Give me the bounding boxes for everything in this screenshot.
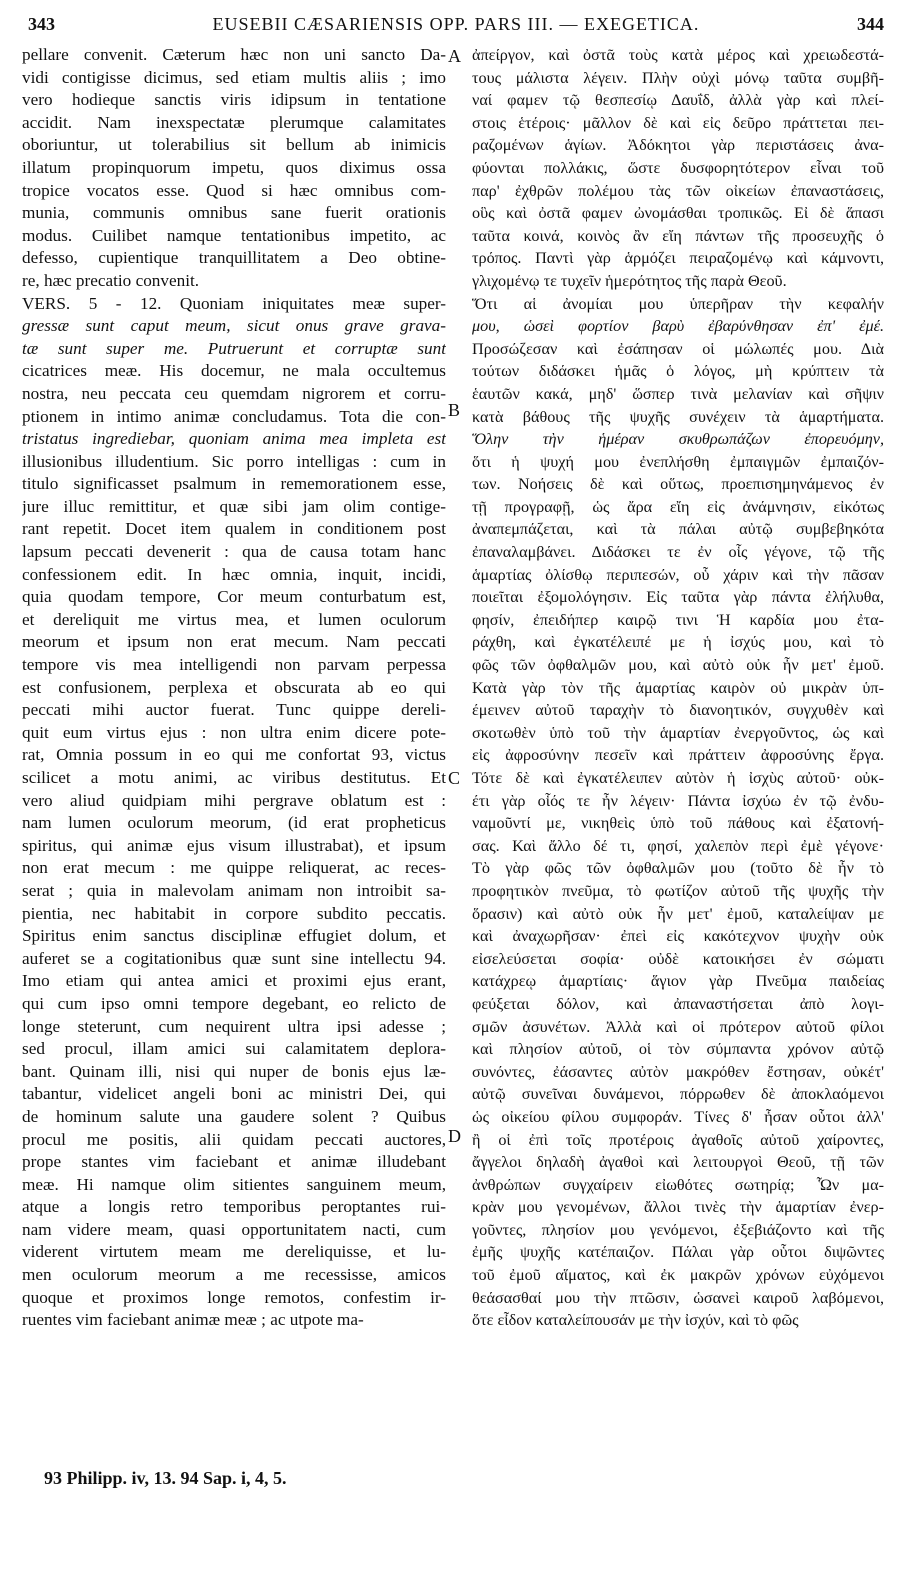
greek-text-line: ἢ οἱ ἐπὶ τοῖς προτέροις ἀγαθοῖς αὐτοῦ χαίροντες, <box>472 1130 884 1149</box>
latin-text-line: tristatus ingrediebar, quoniam anima mea impleta est <box>22 429 446 449</box>
latin-column <box>22 44 446 1332</box>
greek-text-line: Κατὰ γὰρ τὸν τῆς ἁμαρτίας καιρὸν οὐ μικρὰν ὑπ- <box>472 678 884 697</box>
greek-text-line: Τὸ γὰρ φῶς τῶν ὀφθαλμῶν μου (τοῦτο δὲ ἦν τὸ <box>472 859 884 878</box>
greek-text-line: ποιεῖται ἐξομολόγησιν. Εἰς ταῦτα γὰρ πάντα ἐλήλυθα, <box>472 588 884 607</box>
latin-text-line: tempore vis mea intelligendi non parvam perpessa <box>22 655 446 675</box>
greek-text-line: έμεινεν αὐτοῦ ταραχὴν τὸ διανοητικόν, συγχυθὲν καὶ <box>472 701 884 720</box>
greek-text-line: οὓς καὶ ὀστᾶ φαμεν ὠνομάσθαι τροπικῶς. Εἰ δὲ ἅπασι <box>472 204 884 223</box>
greek-text-line: φῶς τῶν ὀφθαλμῶν μου, καὶ αὐτὸ οὐκ ἦν μετ' ἐμοῦ. <box>472 656 884 675</box>
latin-text-line: illatum propinquorum impetu, quos diximus ossa <box>22 157 446 177</box>
greek-text-line: αὐτῷ συνεῖναι δυνάμενοι, πόρρωθεν δὲ ἀποκλαόμενοι <box>472 1085 884 1104</box>
latin-text-line: quit eum virtus ejus : non ultra enim dicere pote- <box>22 722 446 742</box>
greek-text-line: έτι γὰρ οἷός τε ἦν λέγειν· Πάντα ἰσχύω ἐν τῷ ἐνδυ- <box>472 791 884 810</box>
greek-text-line: τοῦ ἐμοῦ αἵματος, καὶ ἐκ μακρῶν χρόνων εὐχόμενοι <box>472 1266 884 1285</box>
latin-text-line: illusionibus illudentium. Sic porro intelligas : cum in <box>22 451 446 471</box>
greek-text-line: ἁμαρτίας ὀλίσθῳ περιπεσών, οὗ χάριν καὶ τὴν πᾶσαν <box>472 565 884 584</box>
greek-text-line: φύονται πολλάκις, ὥστε δυσφορητότερον εἶναι τοῦ <box>472 158 884 177</box>
latin-text-line: Spiritus enim sanctus disciplinæ effugiet dolum, et <box>22 926 446 946</box>
latin-text-line: ruentes vim faciebant animæ meæ ; ac utpote ma- <box>22 1310 364 1330</box>
latin-text-line: nam videre meam, quasi opportunitatem nacti, cum <box>22 1219 446 1239</box>
latin-text-line: gressæ sunt caput meum, sicut onus grave grava- <box>22 316 446 336</box>
greek-text-line: σκοτωθὲν ὑπὸ τοῦ τὴν ἁμαρτίαν ἐνεργοῦντος, ὡς καὶ <box>472 723 884 742</box>
greek-text-line: καὶ πλησίον αὐτοῦ, οἱ τὸν σύμπαντα χρόνον αὐτῷ <box>472 1040 884 1059</box>
greek-text-line: Ὅτι αἱ ἀνομίαι μου ὑπερῆραν τὴν κεφαλήν <box>472 294 884 313</box>
margin-marker-a: A <box>448 46 461 66</box>
latin-text-line: re, hæc precatio convenit. <box>22 270 200 290</box>
latin-text-line: qui cum ipso omni tempore degebant, eo relicto de <box>22 993 446 1013</box>
latin-text-line: accidit. Nam inexspectatæ plerumque calamitates <box>22 112 446 132</box>
greek-text-line: ναμοῦντί με, νικηθεὶς ὑπὸ τοῦ πάθους καὶ ἐξατονή- <box>472 814 884 833</box>
latin-text-line: de hominum salute una gaudere solent ? Quibus <box>22 1106 446 1126</box>
greek-text-line: γοῦντες, πλησίον μου γενόμενοι, ἐξεβιάζοντο καὶ τῆς <box>472 1220 884 1239</box>
greek-text-line: στοις ἑτέροις· μᾶλλον δὲ καὶ εἰς δεῦρο πράττεται πει- <box>472 113 884 132</box>
greek-text-line: ταῦτα κοινά, κοινὸς ἂν εἴη πάντων τῆς προσευχῆς ὁ <box>472 226 884 245</box>
latin-text-line: rant repetit. Docet item qualem in conditionem post <box>22 519 446 539</box>
greek-text-line: γλιχομένῳ τε τυχεῖν ἡμερότητος τῆς παρὰ Θεοῦ. <box>472 271 787 290</box>
latin-text-line: meæ. Hi namque olim sitientes sanguinem meum, <box>22 1174 446 1194</box>
latin-text-line: peccati mihi auctor fuerat. Tunc quippe dereli- <box>22 700 446 720</box>
greek-text-line: φεύξεται δόλον, καὶ ἀπαναστήσεται ἀπὸ λογι- <box>472 994 884 1013</box>
latin-text-line: defesso, cupientique tranquillitatem a Deo obtine- <box>22 248 446 268</box>
greek-text-line: συνόντες, ἐάσαντες αὐτὸν μακρόθεν ἔστησαν, οὐκέτ' <box>472 1062 884 1081</box>
greek-text-line: των. Νοήσεις δὲ καὶ οὕτως, προεπισημηνάμενος ἐν <box>472 475 884 494</box>
greek-text-line: ὅρασιν) καὶ αὐτὸ οὐκ ἦν μετ' ἐμοῦ, καταλείψαν με <box>472 904 884 923</box>
margin-marker-c: C <box>448 768 461 788</box>
greek-text-line: Τότε δὲ καὶ ἐγκατέλειπεν αὐτὸν ἡ ἰσχὺς αὐτοῦ· οὐκ- <box>472 769 884 787</box>
latin-text-line: vero aliud quidpiam mihi pergrave oblatum est : <box>22 790 446 810</box>
greek-text-line: ἄγγελοι δηλαδὴ ἀγαθοὶ καὶ λειτουργοὶ Θεοῦ, τῇ τῶν <box>472 1153 884 1172</box>
greek-text-line: φησίν, ἐπειδήπερ καιρῷ τινι Ἡ καρδία μου ἐτα- <box>472 610 884 629</box>
latin-text-line: est confusionem, perplexa et obscurata ab eo qui <box>22 677 446 697</box>
margin-marker-d: D <box>448 1126 461 1146</box>
greek-text-line: ράχθη, καὶ ἐγκατέλειπέ με ἡ ἰσχύς μου, καὶ τὸ <box>472 633 884 652</box>
greek-text-line: κρὰν μου γενομένων, ἄλλοι τινὲς τὴν ἁμαρτίαν ἐνερ- <box>472 1198 884 1217</box>
margin-marker-b: B <box>448 400 461 420</box>
latin-text-line: oboriuntur, ut tolerabilius sit bellum ab inimicis <box>22 135 446 155</box>
greek-text-line: ναί φαμεν τῷ θεσπεσίῳ Δαυΐδ, ἀλλὰ γὰρ καὶ πλεί- <box>472 91 884 110</box>
greek-text-line: καὶ ἀναχωρῆσαν· ἐπεὶ εἰς κακότεχνον ψυχὴν οὐκ <box>472 927 884 946</box>
latin-text-line: meorum et ipsum non erat mecum. Nam peccati <box>22 632 446 652</box>
latin-text-line: et dereliquit me virtus mea, et lumen oculorum <box>22 609 446 629</box>
greek-text-line: προφητικὸν πνεῦμα, τὸ φωτίζον αὐτοῦ τῆς ψυχῆς τὴν <box>472 881 884 900</box>
latin-text-line: rat, Omnia possum in eo qui me confortat 93, victus <box>22 745 446 765</box>
latin-text-line: quoque et proximos longe remotos, confestim ir- <box>22 1287 446 1307</box>
greek-text-line: εἰσελεύσεται σοφία· οὐδὲ κατοικήσει ἐν σώματι <box>472 949 884 968</box>
latin-text-line: viderent virtutem meam me dereliquisse, et lu- <box>22 1242 446 1262</box>
greek-text-line: θεάσασθαί μου τὴν πτῶσιν, ὡσανεὶ καιροῦ λαβόμενοι, <box>472 1288 884 1307</box>
page-number-left: 343 <box>28 14 55 34</box>
greek-text-line: μου, ὡσεὶ φορτίον βαρὺ ἐβαρύνθησαν ἐπ' ἐμέ. <box>472 317 884 336</box>
latin-text-line: confessionem edit. In hæc omnia, inquit, incidi, <box>22 564 446 584</box>
greek-text-line: ἐμῆς ψυχῆς κατέπαιζον. Πάλαι γὰρ οὗτοι διψῶντες <box>472 1243 884 1262</box>
greek-text-line: κατάχρεῳ ἁμαρτίαις· ἅγιον γὰρ Πνεῦμα παιδείας <box>472 972 884 991</box>
greek-text-line: εἰς ἀφροσύνην πεσεῖν καὶ πράττειν ἀφροσύνης ἔργα. <box>472 746 884 765</box>
latin-text-line: titulo significasset psalmum in rememorationem esse, <box>22 474 446 494</box>
greek-text-line: ραζομένων ἁγίων. Ἀδόκητοι γὰρ περιστάσεις ἀνα- <box>472 136 884 155</box>
greek-text-line: σμῶν ἀσυνέτων. Ἀλλὰ καὶ οἱ πρότερον αὐτοῦ φίλοι <box>472 1017 884 1036</box>
latin-text-line: sed procul, illam amici sui calamitatem deplora- <box>22 1039 446 1059</box>
latin-text-line: nostra, neu peccata ceu quemdam nigrorem et corru- <box>22 383 446 403</box>
latin-text-line: longe steterunt, cum nequirent ultra ipsi adesse ; <box>22 1016 446 1036</box>
latin-text-line: prope stantes vim faciebant et animæ illudebant <box>22 1152 446 1172</box>
latin-text-line: serat ; quia in malevolam animam non introibit sa- <box>22 880 446 900</box>
greek-text-line: τῇ προγραφῇ, ὡς ἄρα εἴη εἰς ἀνάμνησιν, εἰκότως <box>472 497 884 516</box>
latin-text-line: atque a longis retro temporibus peroptantes rui- <box>22 1197 446 1217</box>
latin-text-line: scilicet a motu animi, ac viribus destitutus. Et <box>22 768 446 787</box>
greek-text-line: ἀπείργον, καὶ ὀστᾶ τοὺς κατὰ μέρος καὶ χρειωδεστά- <box>472 46 884 64</box>
greek-text-line: Προσώζεσαν καὶ ἐσάπησαν οἱ μώλωπές μου. Διὰ <box>472 339 884 358</box>
latin-text-line: ptionem in intimo animæ concludamus. Tota die con- <box>22 406 446 426</box>
footnotes: 93 Philipp. iv, 13. 94 Sap. i, 4, 5. <box>44 1468 287 1488</box>
latin-text-line: tropice vocatos esse. Quod si hæc omnibus com- <box>22 180 446 200</box>
greek-text-line: ἐπαναλαμβάνει. Διδάσκει τε ἐν οἷς γέγονε, τῷ τῆς <box>472 543 884 562</box>
latin-text-line: pellare convenit. Cæterum hæc non uni sancto Da- <box>22 45 446 64</box>
greek-text-line: ὅτε εἶδον καταλείπουσάν με τὴν ἰσχύν, καὶ τὸ φῶς <box>472 1311 799 1330</box>
latin-text-line: lapsum peccati devenerit : qua de causa totam hanc <box>22 542 446 562</box>
latin-text-line: auferet se a cogitationibus quæ sunt sine intellectu 94. <box>22 948 446 968</box>
latin-text-line: tæ sunt super me. Putruerunt et corruptæ sunt <box>22 338 446 358</box>
page-header <box>28 14 884 40</box>
page-number-right: 344 <box>857 14 884 34</box>
greek-text-line: τούτων διδάσκει ἡμᾶς ὁ λόγος, μὴ κρύπτειν τὰ <box>472 362 884 381</box>
latin-text-line: vero hodieque sanctis viris idipsum in tentatione <box>22 90 446 110</box>
running-title: EUSEBII CÆSARIENSIS OPP. PARS III. — EXEGETICA. <box>212 14 700 34</box>
latin-text-line: spiritus, qui animæ ejus visum illustrabat), et ipsum <box>22 835 446 855</box>
latin-text-line: vidi contigisse dicimus, sed etiam multis aliis ; imo <box>22 67 446 87</box>
greek-column <box>472 44 884 1332</box>
greek-text-line: ἀναπεμπάζεται, καὶ τὰ πάλαι αὐτῷ συμβεβηκότα <box>472 520 884 539</box>
latin-text-line: Imo etiam qui antea amici et proximi ejus erant, <box>22 971 446 991</box>
latin-text-line: quia quodam tempore, Cor meum conturbatum est, <box>22 587 446 607</box>
greek-text-line: τρόπος. Παντὶ γὰρ ἁρμόζει πειραζομένῳ καὶ κάμνοντι, <box>472 249 884 268</box>
greek-text-line: τους μάλιστα λέγειν. Πλὴν οὐχὶ μόνῳ ταῦτα συμβῆ- <box>472 68 884 87</box>
latin-text-line: cicatrices meæ. His docemur, ne mala occultemus <box>22 361 446 381</box>
latin-text-line: munia, communis omnibus sane fuerit orationis <box>22 203 446 223</box>
latin-text-line: bant. Quinam illi, nisi qui nuper de bonis ejus læ- <box>22 1061 446 1081</box>
latin-text-line: VERS. 5 - 12. Quoniam iniquitates meæ super- <box>22 293 446 313</box>
greek-text-line: Ὅλην τὴν ἡμέραν σκυθρωπάζων ἐπορευόμην, <box>472 430 884 449</box>
greek-text-line: ὅτι ἡ ψυχή μου ἐνεπλήσθη ἐμπαιγμῶν ἐμπαιζόν- <box>472 452 884 471</box>
greek-text-line: σας. Καὶ ἄλλο δέ τι, φησί, χαλεπὸν περὶ ἐμὲ γέγονε· <box>472 836 884 855</box>
latin-text-line: modus. Cuilibet namque tentationibus impetito, ac <box>22 225 446 245</box>
greek-text-line: κατὰ βάθους τῆς ψυχῆς συνέχειν τὰ ἁμαρτήματα. <box>472 407 884 426</box>
greek-text-line: παρ' ἐχθρῶν πολέμου τὰς τῶν οἰκείων ἐπαναστάσεις, <box>472 181 884 200</box>
latin-text-line: nam lumen oculorum meorum, (id erat propheticus <box>22 813 446 833</box>
greek-text-line: ἑαυτῶν κακά, μηδ' ὥσπερ τινὰ μελανίαν καὶ σῆψιν <box>472 384 884 403</box>
latin-text-line: pientia, nec habitabit in corpore subdito peccatis. <box>22 903 446 923</box>
latin-text-line: tabantur, videlicet angeli boni ac ministri Dei, qui <box>22 1084 446 1104</box>
latin-text-line: procul me positis, alii quidam peccati auctores, <box>22 1129 446 1149</box>
latin-text-line: jure illuc remittitur, et quæ sibi jam olim contige- <box>22 496 446 516</box>
greek-text-line: ἀνθρώπων συγχαίρειν εἰωθότες σωτηρίᾳ; Ὧν μα- <box>472 1175 884 1194</box>
latin-text-line: non erat mecum : me quippe reliquerat, ac reces- <box>22 858 446 878</box>
latin-text-line: men oculorum meorum a me recessisse, amicos <box>22 1265 446 1285</box>
greek-text-line: ὡς οἰκείου φίλου συμφοράν. Τίνες δ' ἦσαν οὗτοι ἀλλ' <box>472 1107 884 1126</box>
